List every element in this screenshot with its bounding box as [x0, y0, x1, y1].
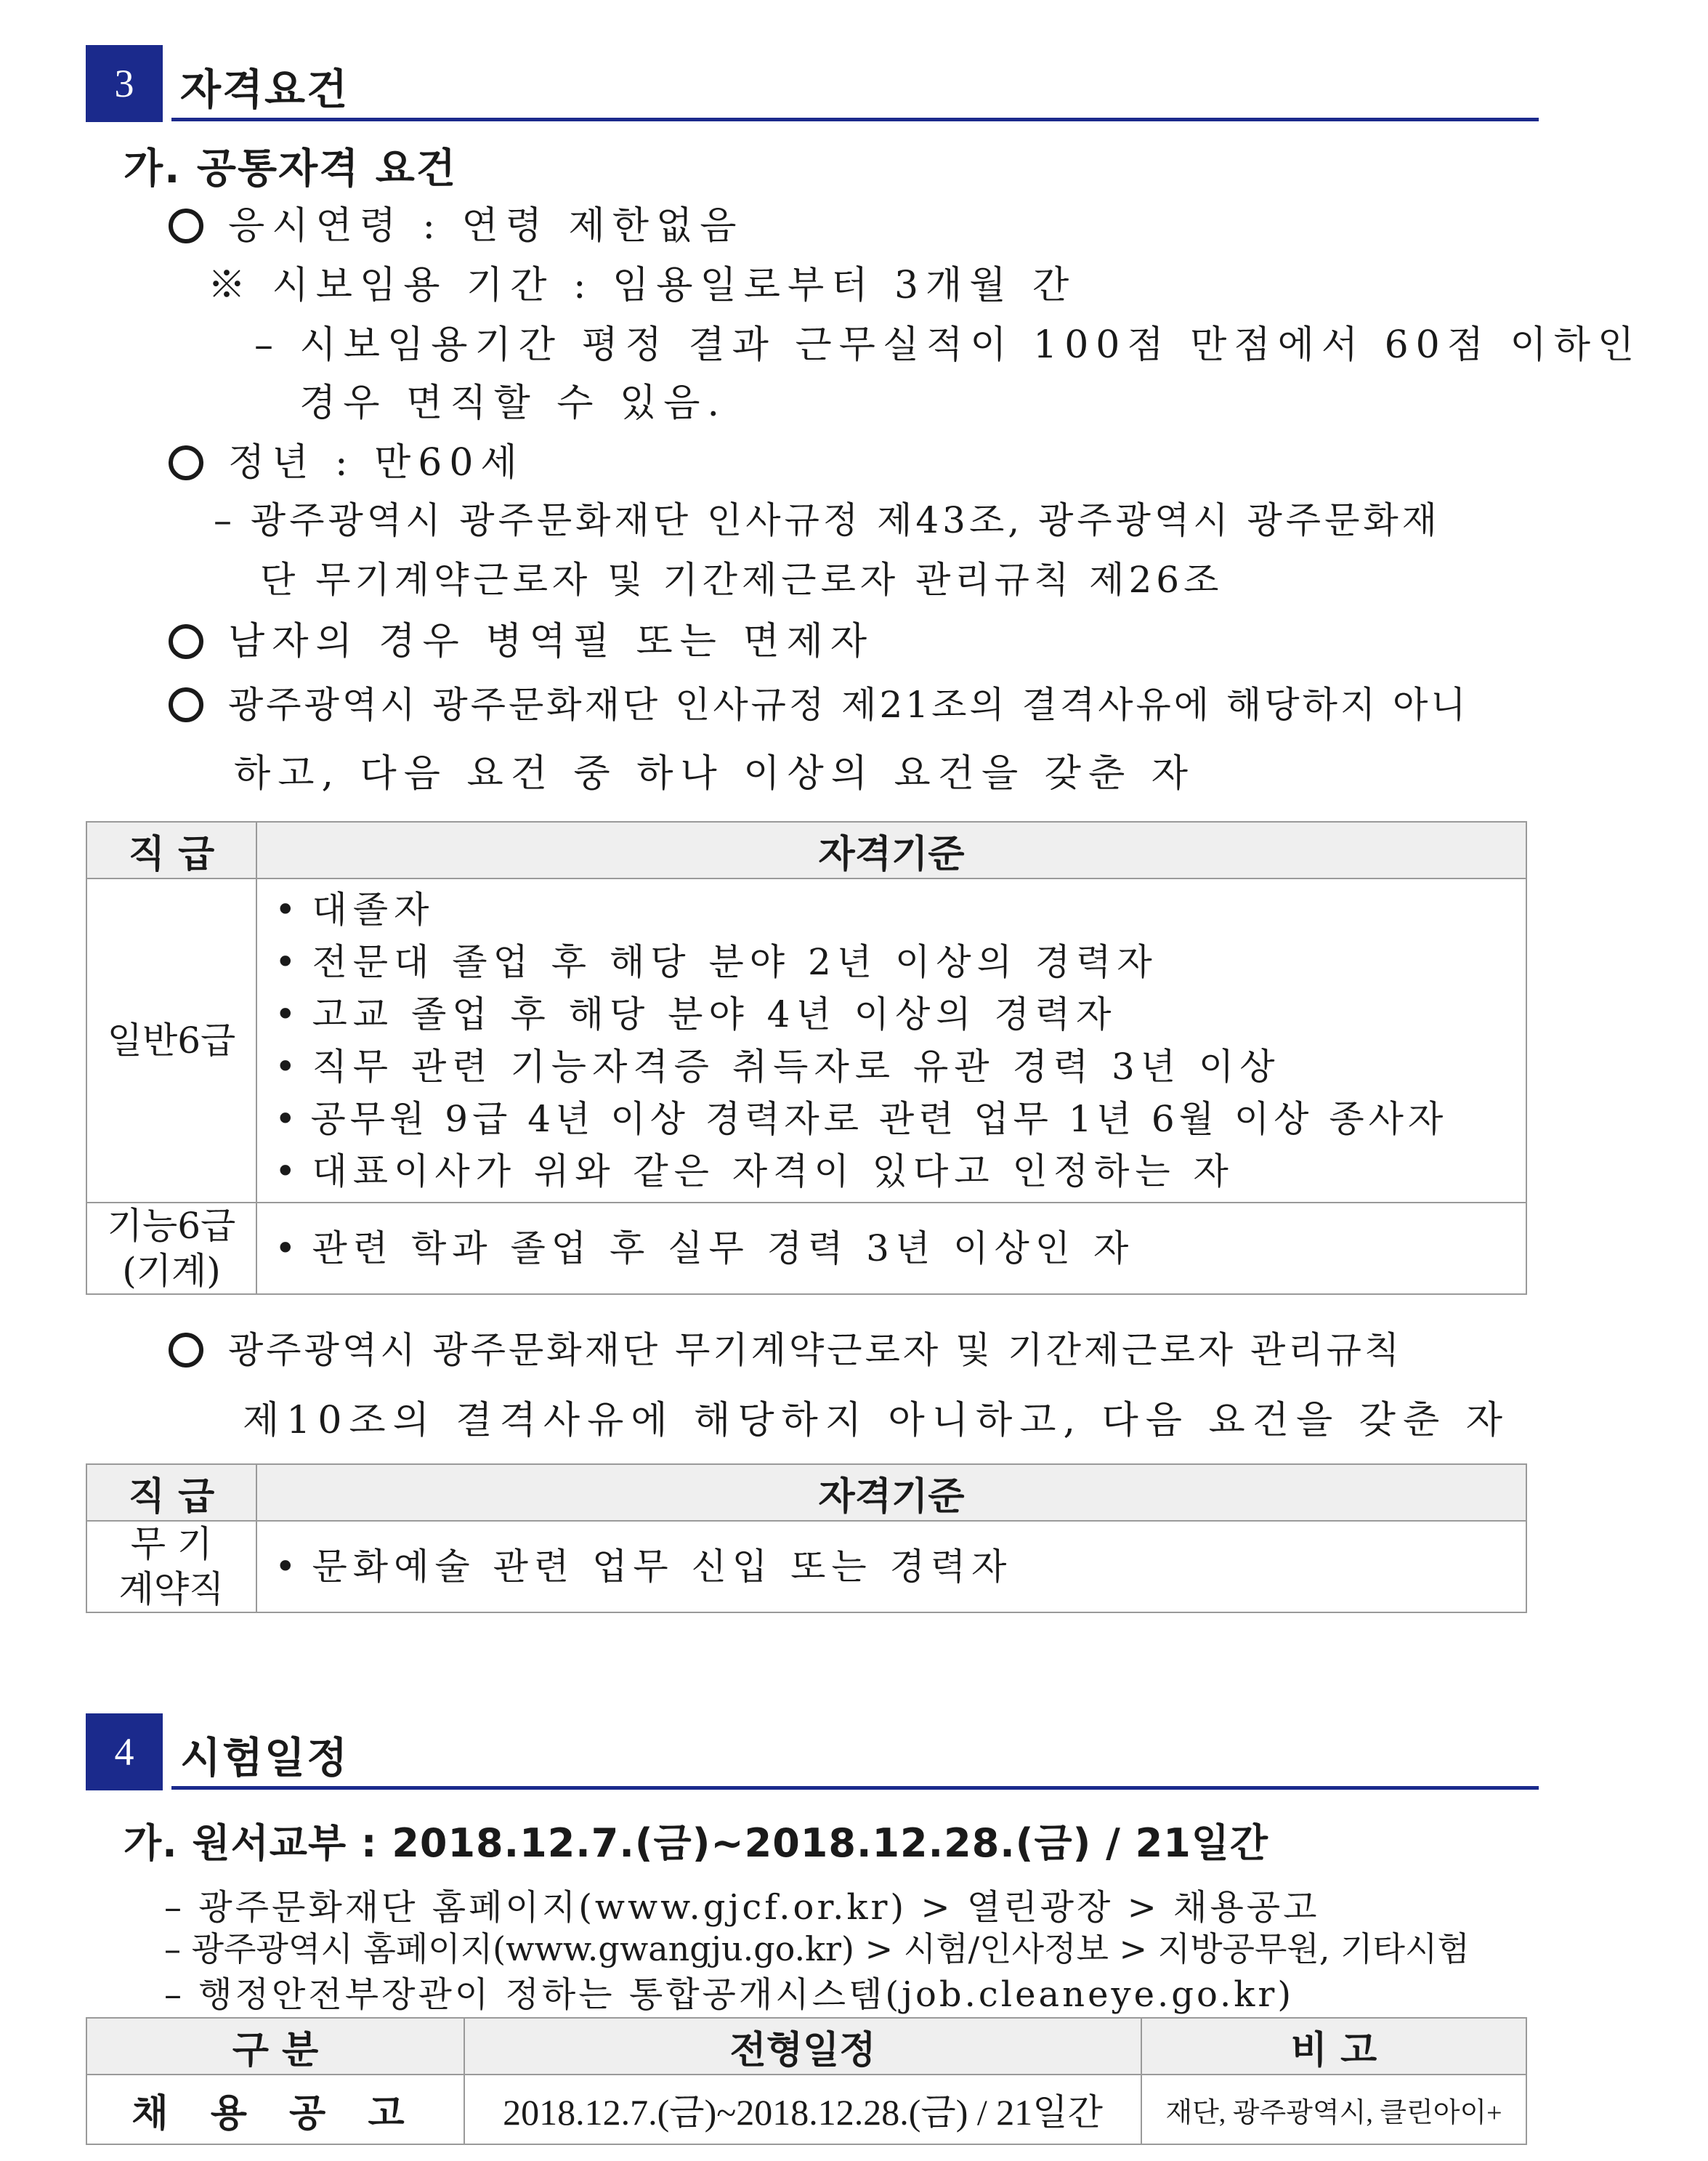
circle-bullet-icon: [169, 1333, 203, 1368]
disqualification-clause: 광주광역시 광주문화재단 인사규정 제21조의 결격사유에 해당하지 아니: [169, 676, 1469, 728]
grade-cell: [86, 1521, 256, 1612]
grade-line: 무 기: [130, 1523, 213, 1565]
table-header-criteria: 자격기준: [256, 1464, 1526, 1521]
circle-bullet-icon: [169, 209, 203, 243]
subsection-title: 가. 공통자격 요건: [124, 145, 457, 193]
section-title: 시험일정: [180, 1733, 349, 1782]
age-requirement: 응시연령 : 연령 제한없음: [169, 195, 743, 249]
probation-detail: – 시보임용기간 평정 결과 근무실적이 100점 만점에서 60점 이하인: [254, 323, 1642, 367]
grade-cell: [86, 1203, 256, 1294]
table-row: [86, 1203, 1526, 1294]
schedule-header-dates: 전형일정: [464, 2018, 1141, 2075]
section-title: 자격요건: [180, 65, 349, 114]
criteria-cell: [256, 1203, 1526, 1294]
section-number-badge: 3: [86, 45, 163, 122]
criteria-item: • 대졸자: [275, 884, 1526, 936]
criteria-cell: [256, 1521, 1526, 1612]
table-header-grade: 직 급: [86, 1464, 256, 1521]
contract-qualification-table: [86, 1463, 1527, 1613]
table-row: [86, 2075, 1526, 2144]
table-row: [86, 878, 1526, 1203]
application-site: – 광주광역시 홈페이지(www.gwangju.go.kr) > 시험/인사정보 > 지방공무원, 기타시험: [164, 1929, 1470, 1968]
section-divider: [171, 118, 1539, 121]
probation-period: ※ 시보임용 기간 : 임용일로부터 3개월 간: [208, 264, 1077, 307]
schedule-header-remarks: 비 고: [1141, 2018, 1526, 2075]
circle-bullet-icon: [169, 687, 203, 722]
section-number-badge: 4: [86, 1713, 163, 1790]
grade-line: 계약직: [118, 1568, 224, 1610]
circle-bullet-icon: [169, 624, 203, 659]
probation-detail-cont: 경우 면직할 수 있음.: [299, 381, 726, 425]
disqualification-clause-cont: 하고, 다음 요건 중 하나 이상의 요건을 갖춘 자: [234, 752, 1195, 796]
schedule-category-cell: 채 용 공 고: [86, 2075, 464, 2144]
criteria-item: • 대표이사가 위와 같은 자격이 있다고 인정하는 자: [275, 1145, 1526, 1197]
qualification-table: [86, 821, 1527, 1295]
grade-line: (기계): [122, 1250, 221, 1292]
indefinite-contract-clause-cont: 제10조의 결격사유에 해당하지 아니하고, 다음 요건을 갖춘 자: [243, 1399, 1510, 1442]
grade-cell: 일반6급: [86, 878, 256, 1203]
table-row: [86, 1521, 1526, 1612]
indefinite-contract-clause: 광주광역시 광주문화재단 무기계약근로자 및 기간제근로자 관리규칙: [169, 1321, 1402, 1373]
criteria-item: • 고교 졸업 후 해당 분야 4년 이상의 경력자: [275, 988, 1526, 1041]
criteria-cell: [256, 878, 1526, 1203]
circle-bullet-icon: [169, 445, 203, 480]
retirement-detail: – 광주광역시 광주문화재단 인사규정 제43조, 광주광역시 광주문화재: [214, 499, 1441, 541]
grade-line: 기능6급: [107, 1205, 236, 1247]
criteria-item: • 문화예술 관련 업무 신입 또는 경력자: [275, 1540, 1526, 1593]
application-site: – 광주문화재단 홈페이지(www.gjcf.or.kr) > 열린광장 > 채용공고: [164, 1887, 1320, 1928]
criteria-item: • 공무원 9급 4년 이상 경력자로 관련 업무 1년 6월 이상 종사자: [275, 1093, 1526, 1145]
application-site: – 행정안전부장관이 정하는 통합공개시스템(job.cleaneye.go.kr): [164, 1974, 1295, 2015]
subsection-title: 가. 원서교부 : 2018.12.7.(금)~2018.12.28.(금) / 21일간: [124, 1820, 1269, 1866]
criteria-item: • 관련 학과 졸업 후 실무 경력 3년 이상인 자: [275, 1222, 1526, 1275]
criteria-item: • 전문대 졸업 후 해당 분야 2년 이상의 경력자: [275, 936, 1526, 988]
table-header-grade: 직 급: [86, 822, 256, 878]
criteria-item: • 직무 관련 기능자격증 취득자로 유관 경력 3년 이상: [275, 1041, 1526, 1093]
schedule-header-category: 구 분: [86, 2018, 464, 2075]
schedule-table: [86, 2017, 1527, 2145]
schedule-dates-cell: 2018.12.7.(금)~2018.12.28.(금) / 21일간: [464, 2075, 1141, 2144]
retirement-detail-cont: 단 무기계약근로자 및 기간제근로자 관리규칙 제26조: [260, 559, 1223, 601]
schedule-remarks-cell: 재단, 광주광역시, 클린아이+: [1141, 2075, 1526, 2144]
military-requirement: 남자의 경우 병역필 또는 면제자: [169, 610, 874, 665]
section-divider: [171, 1786, 1539, 1790]
table-header-criteria: 자격기준: [256, 822, 1526, 878]
retirement-age: 정년 : 만60세: [169, 432, 525, 486]
